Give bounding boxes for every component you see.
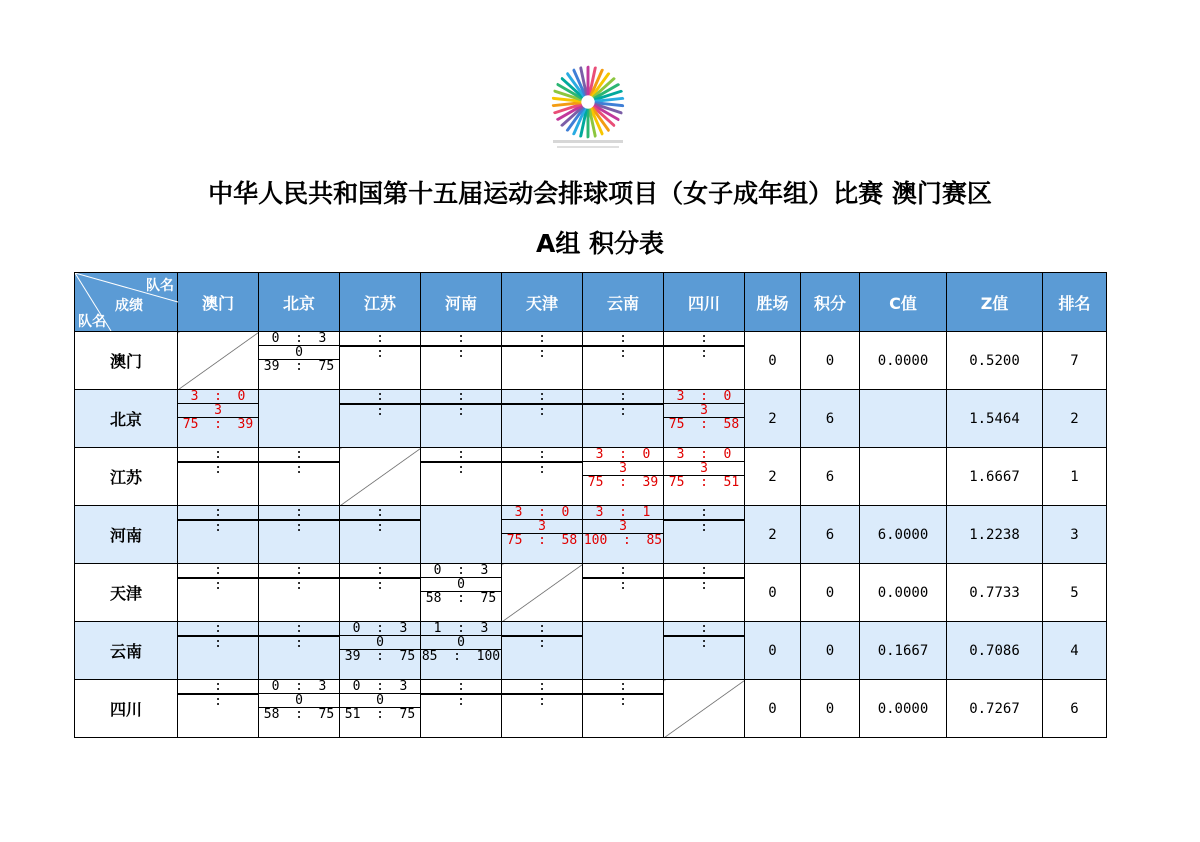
match-rally-points: : [178,694,258,708]
points-value: 6 [801,506,860,564]
c-value: 6.0000 [860,506,947,564]
match-score: 3 : 0 [676,447,732,462]
match-cell [340,622,421,680]
match-cell [421,332,502,390]
match-points: 0 [421,577,501,591]
match-rally-points: : [178,578,258,592]
wins-value: 0 [745,622,801,680]
match-cell [259,564,340,622]
match-cell [259,332,340,390]
match-cell [502,680,583,738]
col-header: 排名 [1043,273,1107,332]
match-rally-points: : [421,346,501,360]
z-value: 0.5200 [947,332,1043,390]
match-cell [421,564,502,622]
col-header: C值 [860,273,947,332]
match-cell [178,448,259,506]
match-score: : [376,563,384,578]
match-score: : [214,505,222,520]
match-score: 1 : 3 [433,621,489,636]
match-rally-points: : [583,578,663,592]
match-score: 0 : 3 [352,679,408,694]
z-value: 0.7267 [947,680,1043,738]
table-row [75,564,1107,622]
match-score: 3 : 0 [514,505,570,520]
row-team-name: 北京 [75,390,178,448]
match-cell [421,680,502,738]
match-rally-points: 100 : 85 [583,533,663,548]
match-cell [502,448,583,506]
match-points: 0 [421,635,501,649]
points-value: 6 [801,390,860,448]
match-cell [502,506,583,564]
table-row [75,680,1107,738]
points-value: 0 [801,564,860,622]
match-score: : [214,563,222,578]
diagonal-cell [178,332,259,390]
match-rally-points: : [340,346,420,360]
rank-value: 1 [1043,448,1107,506]
match-points: 3 [178,403,258,417]
z-value: 0.7086 [947,622,1043,680]
match-cell [178,564,259,622]
match-score: : [700,563,708,578]
table-row [75,506,1107,564]
c-value [860,448,947,506]
match-cell [259,622,340,680]
match-score: : [457,389,465,404]
diagonal-cell [664,680,745,738]
match-score: : [619,563,627,578]
match-rally-points: 75 : 58 [664,417,744,431]
match-cell [502,390,583,448]
match-score: : [700,331,708,346]
diagonal-cell [259,390,340,448]
diagonal-cell [340,448,421,506]
z-value: 1.6667 [947,448,1043,506]
match-rally-points: 75 : 58 [502,533,582,547]
match-rally-points: 58 : 75 [421,591,501,605]
match-cell [421,622,502,680]
match-points: 3 [664,403,744,417]
match-cell [583,506,664,564]
match-rally-points: : [502,346,582,360]
match-score: : [700,505,708,520]
table-row [75,622,1107,680]
diagonal-cell [502,564,583,622]
match-score: : [619,679,627,694]
match-points: 0 [340,693,420,707]
match-score: : [619,389,627,404]
match-rally-points: : [583,346,663,360]
col-header: 北京 [259,273,340,332]
points-value: 0 [801,680,860,738]
table-row [75,448,1107,506]
match-score: : [295,563,303,578]
match-score: : [619,331,627,346]
match-cell [340,506,421,564]
match-cell [502,332,583,390]
match-cell [502,622,583,680]
match-cell [340,680,421,738]
col-header: 积分 [801,273,860,332]
rank-value: 5 [1043,564,1107,622]
col-header: 云南 [583,273,664,332]
c-value [860,390,947,448]
rank-value: 3 [1043,506,1107,564]
match-score: 3 : 1 [595,505,651,520]
z-value: 0.7733 [947,564,1043,622]
rank-value: 2 [1043,390,1107,448]
row-team-name: 天津 [75,564,178,622]
match-rally-points: : [340,520,420,534]
match-rally-points: : [259,578,339,592]
match-rally-points: : [502,636,582,650]
match-cell [583,564,664,622]
col-header: Z值 [947,273,1043,332]
row-team-name: 四川 [75,680,178,738]
match-rally-points: : [421,404,501,418]
match-cell [664,332,745,390]
match-score: 0 : 3 [433,563,489,578]
match-points: 0 [259,693,339,707]
corner-label-top: 队名 [146,278,174,294]
match-cell [664,448,745,506]
match-cell [421,390,502,448]
match-cell [421,448,502,506]
match-rally-points: : [340,578,420,592]
match-score: 0 : 3 [271,679,327,694]
points-value: 0 [801,332,860,390]
match-score: : [457,679,465,694]
match-score: 3 : 0 [190,389,246,404]
match-points: 3 [583,461,663,475]
match-rally-points: : [664,636,744,650]
match-score: : [700,621,708,636]
match-cell [178,680,259,738]
match-cell [178,506,259,564]
match-score: 0 : 3 [271,331,327,346]
match-rally-points: : [259,520,339,534]
match-rally-points: : [178,462,258,476]
match-rally-points: 75 : 51 [664,475,744,489]
match-cell [583,448,664,506]
z-value: 1.2238 [947,506,1043,564]
corner-label-middle: 成绩 [115,298,143,314]
match-cell [259,448,340,506]
rank-value: 7 [1043,332,1107,390]
points-value: 0 [801,622,860,680]
c-value: 0.0000 [860,680,947,738]
row-team-name: 河南 [75,506,178,564]
corner-cell [75,273,178,332]
match-rally-points: : [178,520,258,534]
match-score: : [538,621,546,636]
match-rally-points: : [664,578,744,592]
match-rally-points: : [502,462,582,476]
header-row [75,273,1107,332]
row-team-name: 云南 [75,622,178,680]
diagonal-cell [421,506,502,564]
match-cell [583,680,664,738]
points-value: 6 [801,448,860,506]
c-value: 0.0000 [860,564,947,622]
match-score: : [295,621,303,636]
c-value: 0.0000 [860,332,947,390]
match-cell [664,564,745,622]
match-score: : [295,505,303,520]
match-points: 3 [502,519,582,533]
match-points: 3 [583,519,663,533]
match-rally-points: : [664,520,744,534]
table-row [75,390,1107,448]
match-score: : [457,447,465,462]
match-rally-points: : [421,462,501,476]
wins-value: 0 [745,564,801,622]
rank-value: 4 [1043,622,1107,680]
match-cell [259,506,340,564]
match-rally-points: : [421,694,501,708]
match-cell [583,332,664,390]
match-score: : [376,505,384,520]
match-score: 3 : 0 [676,389,732,404]
match-rally-points: 75 : 39 [583,475,663,489]
match-score: : [214,679,222,694]
match-score: 3 : 0 [595,447,651,462]
row-team-name: 江苏 [75,448,178,506]
match-rally-points: : [259,462,339,476]
match-rally-points: : [664,346,744,360]
match-cell [583,390,664,448]
match-rally-points: 51 : 75 [340,707,420,721]
match-points: 0 [340,635,420,649]
diagonal-cell [583,622,664,680]
match-rally-points: 39 : 75 [340,649,420,663]
match-score: : [214,621,222,636]
match-score: : [214,447,222,462]
col-header: 四川 [664,273,745,332]
match-cell [340,390,421,448]
match-points: 0 [259,345,339,359]
match-rally-points: : [502,404,582,418]
table-row [75,332,1107,390]
match-score: : [376,389,384,404]
match-cell [178,390,259,448]
match-score: : [457,331,465,346]
games-logo [545,60,631,158]
wins-value: 0 [745,680,801,738]
match-rally-points: 85 : 100 [421,649,501,664]
wins-value: 0 [745,332,801,390]
col-header: 澳门 [178,273,259,332]
match-score: : [538,389,546,404]
match-points: 3 [664,461,744,475]
rank-value: 6 [1043,680,1107,738]
page-title: 中华人民共和国第十五届运动会排球项目（女子成年组）比赛 澳门赛区 [208,179,992,208]
z-value: 1.5464 [947,390,1043,448]
match-score: : [295,447,303,462]
col-header: 江苏 [340,273,421,332]
match-cell [664,506,745,564]
match-score: : [538,679,546,694]
match-score: : [538,331,546,346]
match-rally-points: : [340,404,420,418]
match-score: 0 : 3 [352,621,408,636]
match-rally-points: 75 : 39 [178,417,258,431]
match-rally-points: : [178,636,258,650]
wins-value: 2 [745,390,801,448]
match-score: : [376,331,384,346]
wins-value: 2 [745,448,801,506]
col-header: 胜场 [745,273,801,332]
match-cell [664,390,745,448]
wins-value: 2 [745,506,801,564]
match-rally-points: : [583,404,663,418]
match-rally-points: 39 : 75 [259,359,339,373]
row-team-name: 澳门 [75,332,178,390]
match-cell [664,622,745,680]
col-header: 天津 [502,273,583,332]
match-cell [259,680,340,738]
standings-table [74,272,1107,738]
match-cell [340,564,421,622]
page-subtitle: A组 积分表 [535,229,665,258]
match-rally-points: : [583,694,663,708]
match-score: : [538,447,546,462]
corner-label-bottom: 队名 [78,314,106,330]
match-rally-points: : [259,636,339,650]
match-cell [178,622,259,680]
match-cell [340,332,421,390]
c-value: 0.1667 [860,622,947,680]
match-rally-points: : [502,694,582,708]
match-rally-points: 58 : 75 [259,707,339,721]
col-header: 河南 [421,273,502,332]
